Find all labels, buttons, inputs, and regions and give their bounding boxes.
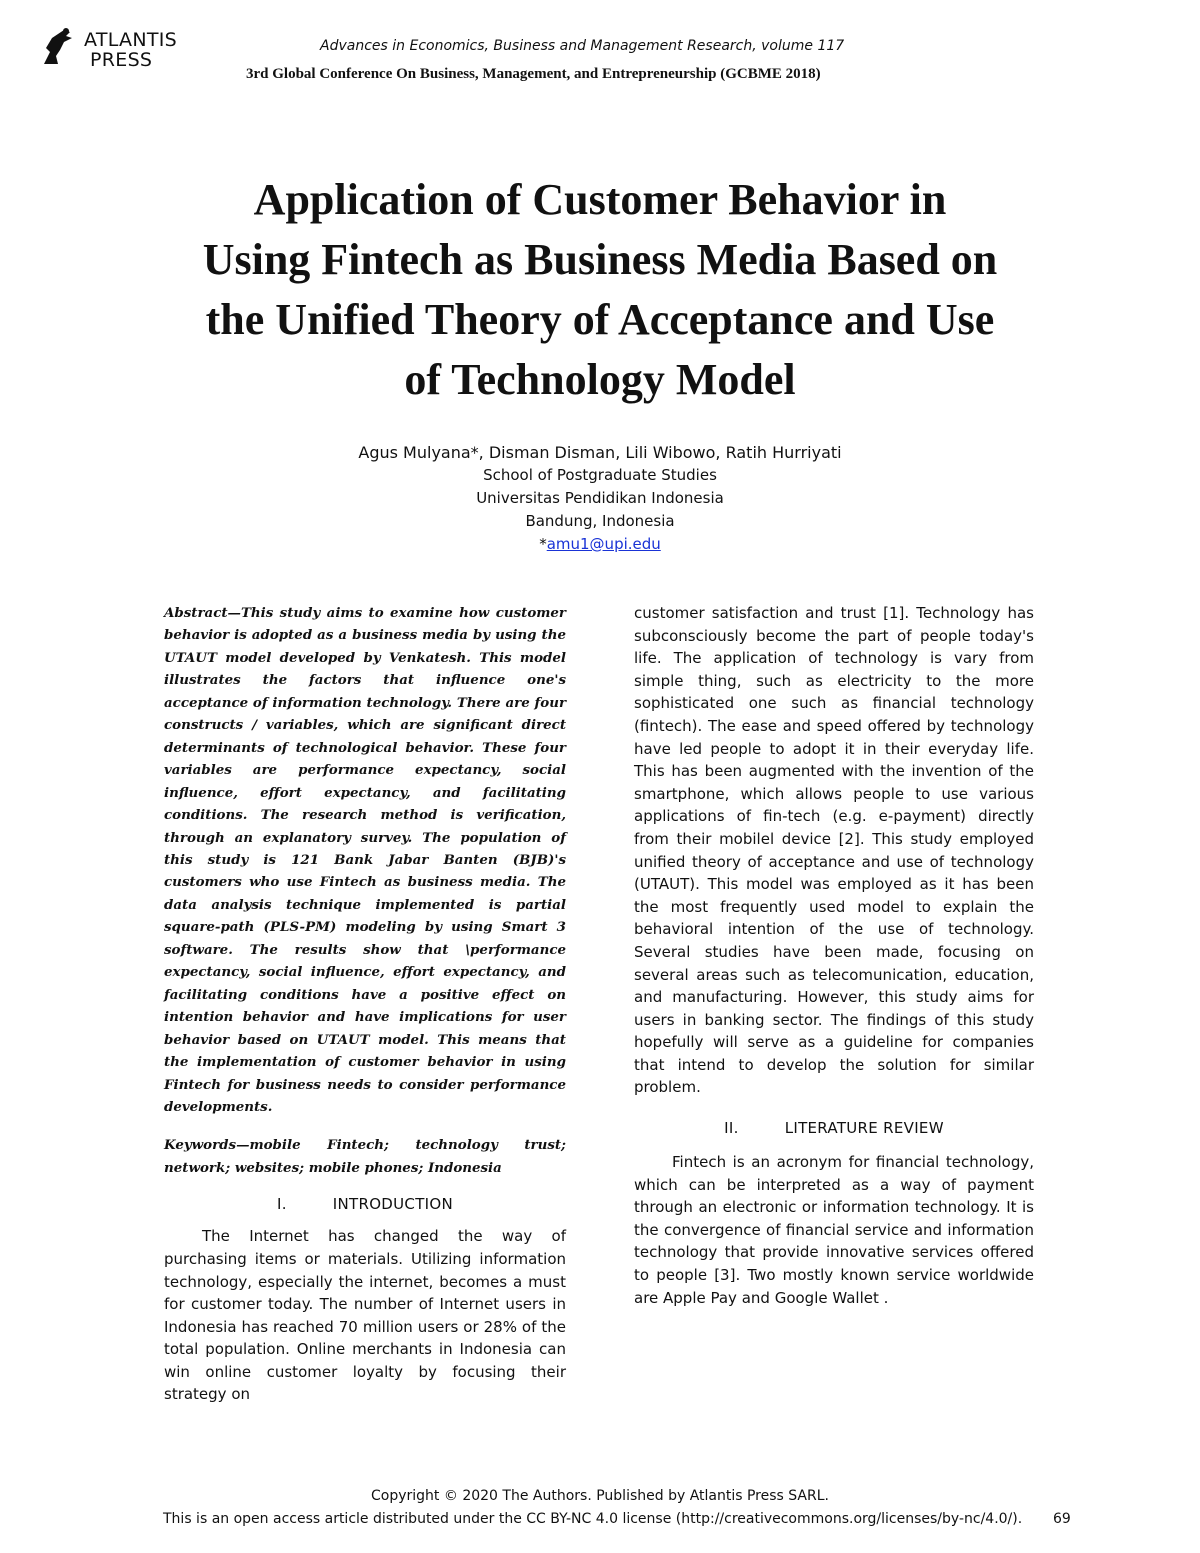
author-block bbox=[200, 441, 1000, 556]
atlantis-press-logo bbox=[36, 24, 186, 74]
abstract-text: —This study aims to examine how customer behavior is adopted as a business media by using the UTAUT model developed by Venkatesh. This model illustrates the factors that influence one's acceptance of information technology. There are four constructs / variables, which are significant direct determinants of technological behavior. These four variables are performance expectancy, social influence, effort expectancy, and facilitating conditions. The research method is verification, through an explanatory survey. The population of this study is 121 Bank Jabar Banten (BJB)'s customers who use Fintech as business media. The data analysis technique implemented is partial square-path (PLS-PM) modeling by using Smart 3 software. The results show that \performance expectancy, social influence, effort expectancy, and facilitating conditions have a positive effect on intention behavior and have implications for user behavior based on UTAUT model. This means that the implementation of customer behavior in using Fintech for business needs to consider performance developments. bbox=[164, 605, 566, 1115]
literature-review-paragraph: Fintech is an acronym for financial technology, which can be interpreted as a way of payment through an electronic or information technology. It is the convergence of financial service and information technology that provide innovative services offered to people [3]. Two mostly known service worldwide are Apple Pay and Google Wallet . bbox=[634, 1153, 1034, 1307]
affiliation-city: Bandung, Indonesia bbox=[525, 512, 675, 530]
affiliation-school: School of Postgraduate Studies bbox=[483, 466, 717, 484]
title-line: Using Fintech as Business Media Based on bbox=[202, 235, 998, 284]
section-number: I. bbox=[276, 1195, 287, 1214]
keywords-text: —mobile Fintech; technology trust; network; websites; mobile phones; Indonesia bbox=[164, 1137, 566, 1176]
logo-line2: PRESS bbox=[90, 49, 153, 71]
section-number: II. bbox=[724, 1119, 739, 1138]
license-line: This is an open access article distributed under the CC BY-NC 4.0 license (http://creativecommons.org/licenses/by-nc/4.0/). bbox=[163, 1511, 1023, 1527]
atlantis-figure-icon bbox=[36, 26, 78, 68]
right-column bbox=[634, 602, 1034, 1309]
conference-header: 3rd Global Conference On Business, Management, and Entrepreneurship (GCBME 2018) bbox=[246, 66, 821, 82]
affiliation-university: Universitas Pendidikan Indonesia bbox=[476, 489, 724, 507]
title-line: Application of Customer Behavior in bbox=[253, 175, 947, 224]
logo-wordmark bbox=[84, 30, 177, 70]
section-heading-literature-review bbox=[634, 1119, 1034, 1137]
section-heading-introduction bbox=[164, 1195, 566, 1213]
section-title: INTRODUCTION bbox=[332, 1195, 454, 1214]
abstract bbox=[164, 602, 566, 1118]
title-line: of Technology Model bbox=[404, 355, 796, 404]
author-email-line bbox=[200, 533, 1000, 556]
introduction-continued-paragraph: customer satisfaction and trust [1]. Technology has subconsciously become the part of people today's life. The application of technology is vary from simple thing, such as electricity to the more sophisticated one such as financial technology (fintech). The ease and speed offered by technology have led people to adopt it in their everyday life. This has been augmented with the invention of the smartphone, which allows people to use various applications of fin-tech (e.g. e-payment) directly from their mobilel device [2]. This study employed unified theory of acceptance and use of technology (UTAUT). This model was employed as it has been the most frequently used model to explain the behavioral intention of the use of technology. Several studies have been made, focusing on several areas such as telecomunication, education, and manufacturing. However, this study aims for users in banking sector. The findings of this study hopefully will serve as a guideline for companies that intend to develop the solution for similar problem. bbox=[634, 604, 1034, 1097]
logo-line1: ATLANTIS bbox=[84, 29, 178, 51]
series-header: Advances in Economics, Business and Management Research, volume 117 bbox=[320, 38, 845, 54]
paper-title bbox=[100, 170, 1100, 410]
keywords-label: Keywords bbox=[164, 1137, 237, 1154]
introduction-paragraph: The Internet has changed the way of purchasing items or materials. Utilizing information technology, especially the internet, becomes a must for customer today. The number of Internet users in Indonesia has reached 70 million users or 28% of the total population. Online merchants in Indonesia can win online customer loyalty by focusing their strategy on bbox=[164, 1227, 566, 1404]
left-column bbox=[164, 602, 566, 1406]
abstract-label: Abstract bbox=[164, 605, 228, 621]
keywords bbox=[164, 1134, 566, 1179]
section-title: LITERATURE REVIEW bbox=[784, 1119, 944, 1138]
email-prefix: * bbox=[539, 535, 547, 553]
page-number: 69 bbox=[1053, 1511, 1071, 1527]
copyright-line: Copyright © 2020 The Authors. Published by Atlantis Press SARL. bbox=[371, 1488, 829, 1504]
author-names: Agus Mulyana*, Disman Disman, Lili Wibowo, Ratih Hurriyati bbox=[358, 443, 842, 462]
author-email-link[interactable]: amu1@upi.edu bbox=[546, 535, 661, 553]
title-line: the Unified Theory of Acceptance and Use bbox=[205, 295, 995, 344]
